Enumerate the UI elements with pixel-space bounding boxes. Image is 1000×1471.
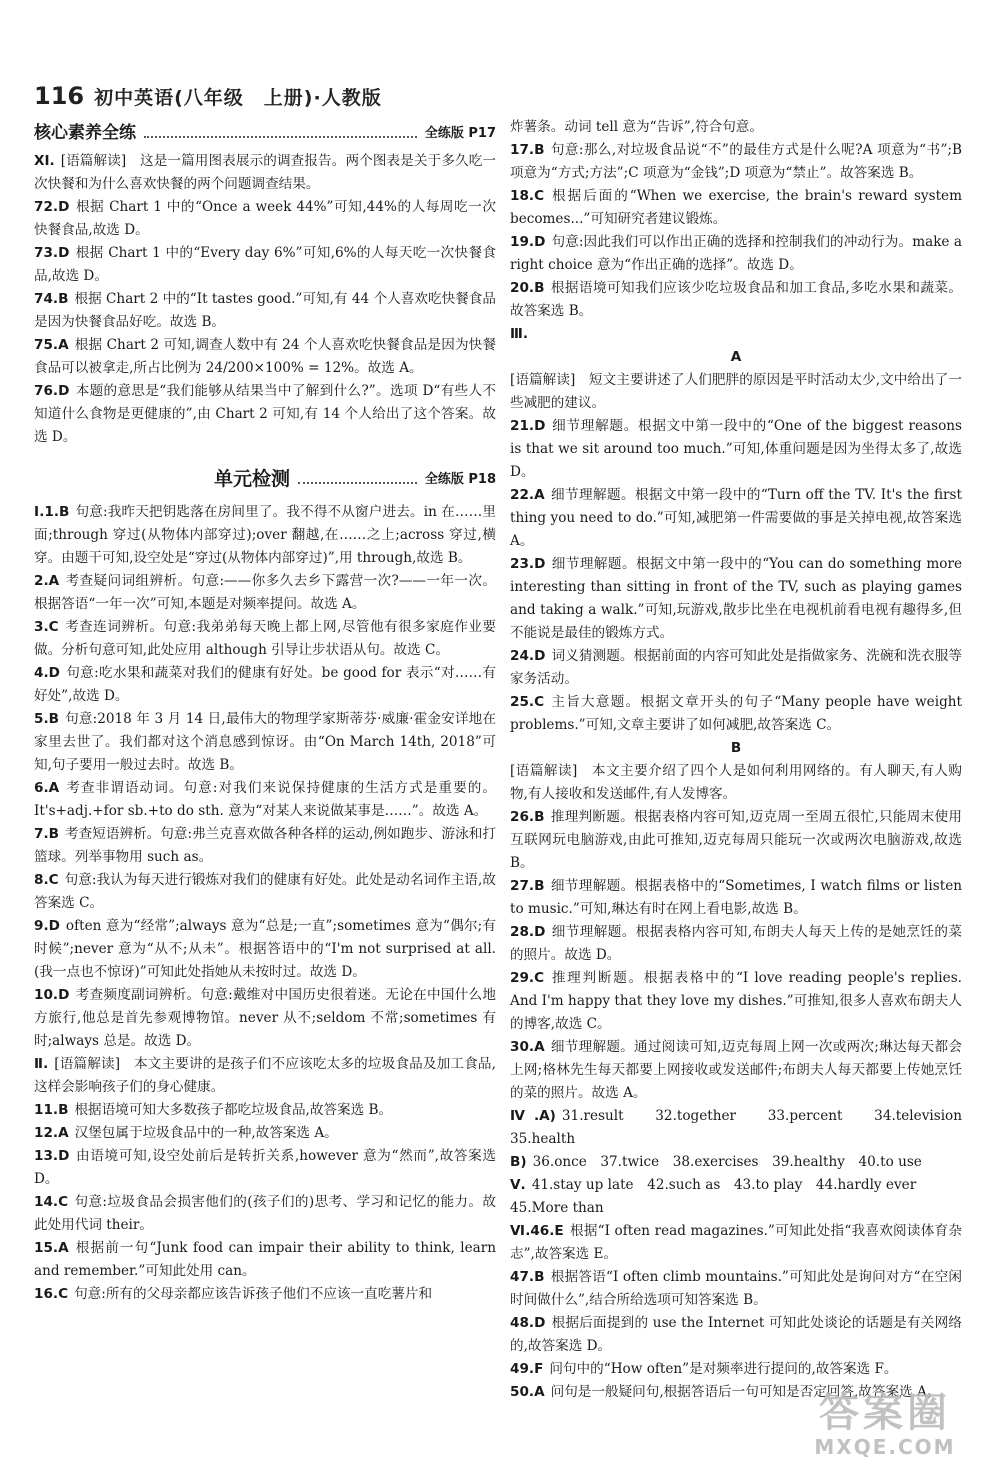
answer-text: 细节理解题。根据文中第一段中的“Turn off the TV. It's the first thing you need to do.”可知,减肥第一件需要做的事是关掉电视,故答案选 A。 <box>510 487 962 549</box>
answer-number: 5.B <box>34 711 59 727</box>
answer-number: 48.D <box>510 1315 546 1331</box>
answer-number: 75.A <box>34 337 69 353</box>
answer-text: 41.stay up late 42.such as 43.to play 44.hardly ever <box>531 1177 917 1193</box>
answer-text: [语篇解读] 短文主要讲述了人们肥胖的原因是平时活动太少,文中给出了一些减肥的建议。 <box>510 372 962 411</box>
book-title: 初中英语(八年级 上册)·人教版 <box>94 86 382 109</box>
answer-number: 47.B <box>510 1269 545 1285</box>
answer-entry <box>510 1105 976 1151</box>
section-title: 核心素养全练 <box>34 122 136 143</box>
answer-number: Ⅳ.A) <box>510 1108 556 1124</box>
left-column <box>34 116 496 1306</box>
answer-number: 50.A <box>510 1384 545 1400</box>
answer-entry <box>510 760 962 806</box>
answer-number: 11.B <box>34 1102 69 1118</box>
answer-entry <box>510 139 962 185</box>
answer-entry <box>510 1151 962 1174</box>
section-heading-unit-test <box>34 459 496 499</box>
answer-entry <box>510 1174 962 1197</box>
answer-number: Ⅴ. <box>510 1177 526 1193</box>
answer-number: 17.B <box>510 142 545 158</box>
answer-entry <box>34 570 496 616</box>
answer-entry <box>510 691 962 737</box>
answer-number: 26.B <box>510 809 545 825</box>
answer-text: 45.More than <box>510 1200 604 1216</box>
answer-number: 4.D <box>34 665 60 681</box>
answer-text: 细节理解题。根据表格中的“Sometimes, I watch films or listen to music.”可知,琳达有时在网上看电影,故选 B。 <box>510 878 962 917</box>
answer-text: 本题的意思是“我们能够从结果当中了解到什么?”。选项 D“有些人不知道什么食物是更健康的”,由 Chart 2 可知,有 14 个人给出了这个答案。故选 D。 <box>34 383 496 445</box>
answer-number: Ⅰ.1.B <box>34 504 70 520</box>
answer-text: 根据前一句“Junk food can impair their ability to think, learn and remember.”可知此处用 can。 <box>34 1240 496 1279</box>
answer-number: 20.B <box>510 280 545 296</box>
answer-text: 句意:因此我们可以作出正确的选择和控制我们的冲动行为。make a right choice 意为“作出正确的选择”。故选 D。 <box>510 234 962 273</box>
answer-entry <box>510 1036 962 1105</box>
answer-number: 30.A <box>510 1039 545 1055</box>
answer-number: 15.A <box>34 1240 69 1256</box>
section-heading-core <box>34 118 496 148</box>
answer-list-part1 <box>510 116 962 323</box>
answer-entry <box>510 921 962 967</box>
answer-entry <box>510 277 962 323</box>
answer-number: 21.D <box>510 418 546 434</box>
answer-number: Ⅵ.46.E <box>510 1223 564 1239</box>
answer-entry <box>510 1197 962 1220</box>
answer-text: 根据后面提到的 use the Internet 可知此处谈论的话题是有关网络的,故答案选 D。 <box>510 1315 962 1354</box>
answer-number: 2.A <box>34 573 60 589</box>
answer-text: 句意:2018 年 3 月 14 日,最伟大的物理学家斯蒂芬·威廉·霍金安详地在家里去世了。我们都对这个消息感到惊讶。由“On March 14th, 2018”可知,句子要用一般过去时。故选 B。 <box>34 711 496 773</box>
answer-entry <box>510 967 962 1036</box>
answer-entry <box>34 380 496 449</box>
answer-text: 句意:所有的父母亲都应该告诉孩子他们不应该一直吃薯片和 <box>74 1286 433 1302</box>
answer-number: 74.B <box>34 291 69 307</box>
answer-text: 句意:那么,对垃圾食品说“不”的最佳方式是什么呢?A 项意为“书”;B 项意为“方式;方法”;C 项意为“金钱”;D 项意为“禁止”。故答案选 B。 <box>510 142 962 181</box>
answer-text: 汉堡包属于垃圾食品中的一种,故答案选 A。 <box>74 1125 338 1141</box>
answer-text: 根据答语“I often climb mountains.”可知此处是询问对方“在空闲时间做什么”,结合所给选项可知答案选 B。 <box>510 1269 962 1308</box>
section-ref: 全练版 P17 <box>424 125 496 141</box>
answer-text: 句意:吃水果和蔬菜对我们的健康有好处。be good for 表示“对……有好处”,故选 D。 <box>34 665 496 704</box>
answer-text: 根据后面的“When we exercise, the brain's reward system becomes...”可知研究者建议锻炼。 <box>510 188 962 227</box>
answer-entry <box>34 1283 496 1306</box>
answer-text: 根据语境可知我们应该少吃垃圾食品和加工食品,多吃水果和蔬菜。故答案选 B。 <box>510 280 962 319</box>
answer-number: 29.C <box>510 970 545 986</box>
answer-text: 推理判断题。根据表格中的“I love reading people's replies. And I'm happy that they love my dishes.”可推知,很多人喜欢布朗夫人的博客,故选 C。 <box>510 970 962 1032</box>
answer-number: 13.D <box>34 1148 70 1164</box>
answer-number: 6.A <box>34 780 60 796</box>
answer-number: 8.C <box>34 872 59 888</box>
answer-entry <box>34 1099 496 1122</box>
answer-entry <box>34 777 496 823</box>
answer-number: 12.A <box>34 1125 69 1141</box>
answer-number: Ⅱ. <box>34 1056 49 1072</box>
answer-list-part2 <box>510 369 962 737</box>
answer-number: XI. <box>34 153 55 169</box>
answer-entry <box>34 1191 496 1237</box>
answer-text: 句意:我认为每天进行锻炼对我们的健康有好处。此处是动名词作主语,故答案选 C。 <box>34 872 496 911</box>
answer-entry <box>510 645 962 691</box>
answer-text: 根据语境可知大多数孩子都吃垃圾食品,故答案选 B。 <box>74 1102 393 1118</box>
answer-entry <box>510 1358 962 1381</box>
answer-entry <box>34 334 496 380</box>
answer-entry <box>34 708 496 777</box>
answer-entry <box>34 1053 496 1099</box>
answer-entry <box>34 915 496 984</box>
answer-entry <box>34 823 496 869</box>
answer-text: 31.result 32.together 33.percent 34.television 35.health <box>510 1108 976 1147</box>
answer-text: 细节理解题。根据文中第一段中的“You can do something more interesting than sitting in front of the TV, such as playing games and taking a walk.”可知,玩游戏,散步比坐在电视机前看电视有趣得多,但不能说是最佳的锻炼方式。 <box>510 556 962 641</box>
answer-number: 16.C <box>34 1286 69 1302</box>
answer-entry <box>34 196 496 242</box>
answer-number: 22.A <box>510 487 545 503</box>
answer-number: 10.D <box>34 987 70 1003</box>
answer-number: 73.D <box>34 245 70 261</box>
answer-entry <box>34 288 496 334</box>
answer-entry <box>510 1220 962 1266</box>
answer-entry <box>34 1237 496 1283</box>
answer-text: 考查疑问词组辨析。句意:——你多久去乡下露营一次?——一年一次。根据答语“一年一次”可知,本题是对频率提问。故选 A。 <box>34 573 496 612</box>
answer-number: B) <box>510 1154 527 1170</box>
answer-text: 词义猜测题。根据前面的内容可知此处是指做家务、洗碗和洗衣服等家务活动。 <box>510 648 962 687</box>
answer-text: 考查连词辨析。句意:我弟弟每天晚上都上网,尽管他有很多家庭作业要做。分析句意可知,此处应用 although 引导让步状语从句。故选 C。 <box>34 619 496 658</box>
section-label-iii: Ⅲ. <box>510 326 529 342</box>
leader-dots <box>298 474 417 484</box>
answer-entry <box>510 116 962 139</box>
answer-text: 根据“I often read magazines.”可知此处指“我喜欢阅读体育杂志”,故答案选 E。 <box>510 1223 962 1262</box>
stamp-url: MXQE.COM <box>814 1435 956 1459</box>
answer-text: 由语境可知,设空处前后是转折关系,however 意为“然而”,故答案选 D。 <box>34 1148 496 1187</box>
answer-number: 19.D <box>510 234 546 250</box>
answer-list-unit-test <box>34 501 496 1306</box>
answer-number: 72.D <box>34 199 70 215</box>
answer-number: 23.D <box>510 556 546 572</box>
leader-dots <box>144 128 417 138</box>
answer-text: 问句是一般疑问句,根据答语后一句可知是否定回答,故答案选 A。 <box>550 1384 941 1400</box>
answer-entry <box>34 662 496 708</box>
answer-entry <box>510 1266 962 1312</box>
answer-text: 句意:我昨天把钥匙落在房间里了。我不得不从窗户进去。in 在……里面;through 穿过(从物体内部穿过);over 翻越,在……之上;across 穿过,横穿。由题干可知,设空处是“穿过(从物体内部穿过)”,用 through,故选 B。 <box>34 504 496 566</box>
answer-text: 考查非谓语动词。句意:对我们来说保持健康的生活方式是重要的。It's+adj.+for sb.+to do sth. 意为“对某人来说做某事是……”。故选 A。 <box>34 780 496 819</box>
stamp-logo: 答案圈 <box>819 1390 951 1436</box>
answer-number: 3.C <box>34 619 59 635</box>
answer-text: 细节理解题。根据表格内容可知,布朗夫人每天上传的是她烹饪的菜的照片。故选 D。 <box>510 924 962 963</box>
answer-number: 27.B <box>510 878 545 894</box>
answer-text: 36.once 37.twice 38.exercises 39.healthy 40.to use <box>532 1154 922 1170</box>
answer-text: [语篇解读] 这是一篇用图表展示的调查报告。两个图表是关于多久吃一次快餐和为什么喜欢快餐的两个问题调查结果。 <box>34 153 496 192</box>
answer-entry <box>34 501 496 570</box>
answer-entry <box>510 553 962 645</box>
answer-text: 细节理解题。根据文中第一段中的“One of the biggest reasons is that we sit around too much.”可知,体重问题是因为坐得太多了,故选 D。 <box>510 418 962 480</box>
answer-text: 推理判断题。根据表格内容可知,迈克周一至周五很忙,只能周末使用互联网玩电脑游戏,由此可推知,迈克每周只能玩一次或两次电脑游戏,故选 B。 <box>510 809 962 871</box>
answer-entry <box>34 869 496 915</box>
right-column <box>510 116 976 1404</box>
answer-number: 28.D <box>510 924 546 940</box>
answer-entry <box>510 484 962 553</box>
answer-entry <box>510 185 962 231</box>
answer-entry <box>510 415 962 484</box>
answer-entry <box>34 242 496 288</box>
page-header <box>34 76 474 116</box>
answer-entry <box>34 984 496 1053</box>
answer-number: 14.C <box>34 1194 69 1210</box>
section-title: 单元检测 <box>214 467 291 490</box>
answer-text: 考查频度副词辨析。句意:戴维对中国历史很着迷。无论在中国什么地方旅行,他总是首先参观博物馆。never 从不;seldom 不常;sometimes 有时;always 总是。故选 D。 <box>34 987 496 1049</box>
answer-number: 18.C <box>510 188 545 204</box>
answer-number: 7.B <box>34 826 59 842</box>
passage-label-a: A <box>730 349 742 365</box>
answer-entry <box>34 1122 496 1145</box>
answer-text: 细节理解题。通过阅读可知,迈克每周上网一次或两次;琳达每天都会上网;格林先生每天都要上网接收或发送邮件;布朗夫人每天都要上传她烹饪的菜的照片。故选 A。 <box>510 1039 962 1101</box>
answer-entry <box>510 1312 962 1358</box>
answer-text: 根据 Chart 2 可知,调查人数中有 24 个人喜欢吃快餐食品是因为快餐食品可以被拿走,所占比例为 24/200×100% = 12%。故选 A。 <box>34 337 496 376</box>
answer-text: 考查短语辨析。句意:弗兰克喜欢做各种各样的运动,例如跑步、游泳和打篮球。列举事物用 such as。 <box>34 826 496 865</box>
answer-list-part3 <box>510 760 976 1404</box>
answer-list-core <box>34 150 496 449</box>
answer-number: 76.D <box>34 383 70 399</box>
answer-number: 25.C <box>510 694 545 710</box>
answer-entry <box>34 150 496 196</box>
answer-entry <box>34 616 496 662</box>
watermark-stamp <box>790 1390 980 1460</box>
answer-text: often 意为“经常”;always 意为“总是;一直”;sometimes 意为“偶尔;有时候”;never 意为“从不;从未”。根据答语中的“I'm not surprised at all.(我一点也不惊讶)”可知此处指她从未按时过。故选 D。 <box>34 918 496 980</box>
answer-text: 问句中的“How often”是对频率进行提问的,故答案选 F。 <box>549 1361 898 1377</box>
answer-text: 主旨大意题。根据文章开头的句子“Many people have weight problems.”可知,文章主要讲了如何减肥,故答案选 C。 <box>510 694 962 733</box>
answer-text: [语篇解读] 本文主要讲的是孩子们不应该吃太多的垃圾食品及加工食品,这样会影响孩子们的身心健康。 <box>34 1056 496 1095</box>
answer-entry <box>34 1145 496 1191</box>
answer-number: 24.D <box>510 648 546 664</box>
answer-entry <box>510 875 962 921</box>
answer-text: 根据 Chart 2 中的“It tastes good.”可知,有 44 个人喜欢吃快餐食品是因为快餐食品好吃。故选 B。 <box>34 291 496 330</box>
answer-text: [语篇解读] 本文主要介绍了四个人是如何利用网络的。有人聊天,有人购物,有人接收和发送邮件,有人发博客。 <box>510 763 962 802</box>
page-number: 116 <box>34 82 85 110</box>
answer-text: 根据 Chart 1 中的“Once a week 44%”可知,44%的人每周吃一次快餐食品,故选 D。 <box>34 199 496 238</box>
answer-text: 炸薯条。动词 tell 意为“告诉”,符合句意。 <box>510 119 763 135</box>
answer-entry <box>510 806 962 875</box>
answer-entry <box>510 231 962 277</box>
answer-text: 句意:垃圾食品会损害他们的(孩子们的)思考、学习和记忆的能力。故此处用代词 their。 <box>34 1194 496 1233</box>
section-ref: 全练版 P18 <box>424 471 496 487</box>
answer-number: 9.D <box>34 918 60 934</box>
answer-text: 根据 Chart 1 中的“Every day 6%”可知,6%的人每天吃一次快餐食品,故选 D。 <box>34 245 496 284</box>
passage-label-b: B <box>730 740 742 756</box>
answer-number: 49.F <box>510 1361 544 1377</box>
answer-entry <box>510 369 962 415</box>
